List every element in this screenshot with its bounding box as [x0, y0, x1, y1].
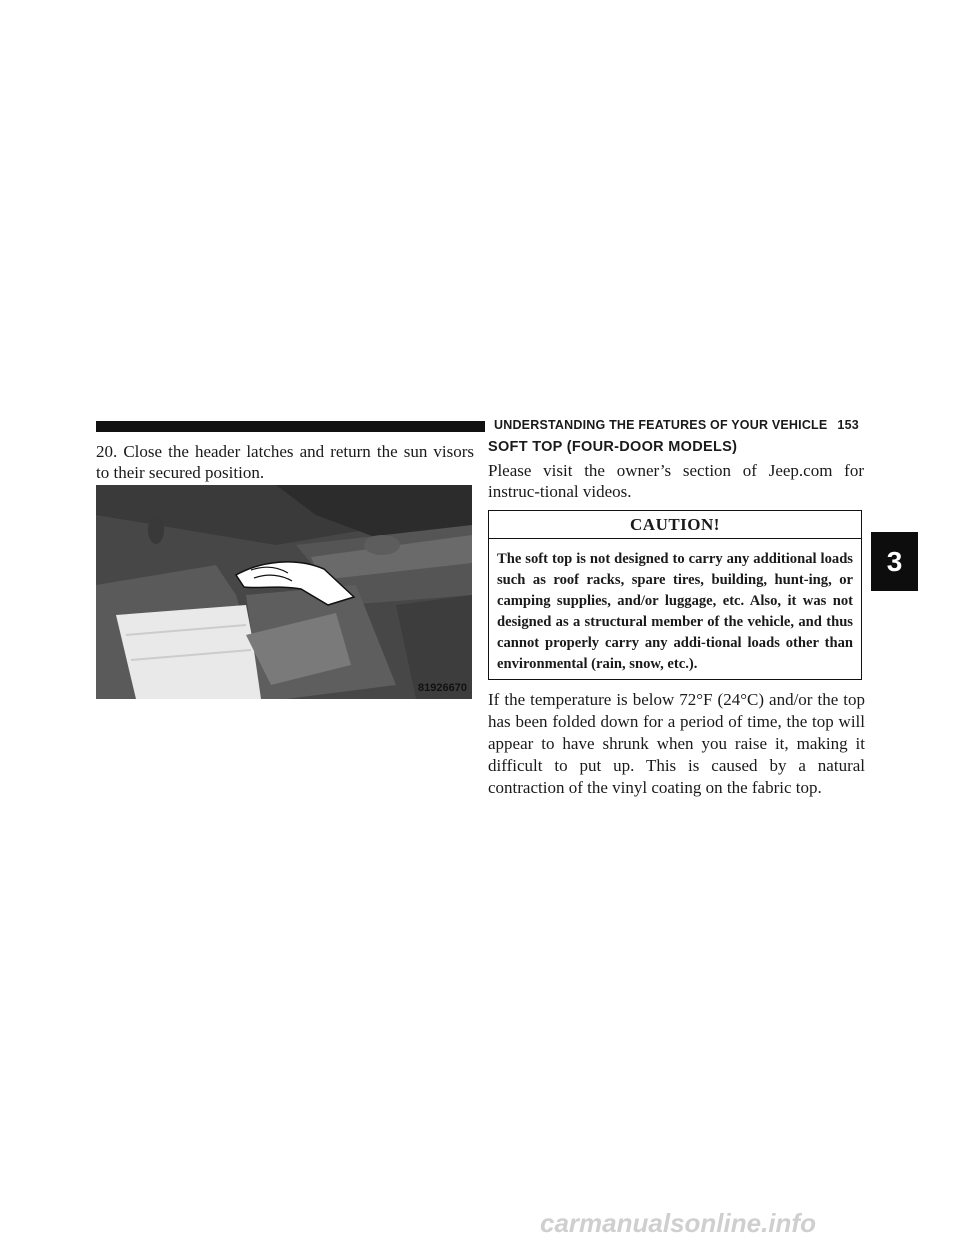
header-section-title: UNDERSTANDING THE FEATURES OF YOUR VEHICLE: [494, 418, 828, 432]
chapter-tab[interactable]: 3: [871, 532, 918, 591]
header-latch-illustration: [96, 485, 472, 699]
page-header: [494, 418, 866, 432]
caution-body: The soft top is not designed to carry any additional loads such as roof racks, spare tires, building, hunt-ing, or camping supplies, and/or luggage, etc. Also, it was not designed as a structural member of the vehicle, and thus cannot properly carry any addi-tional loads other than environmental (rain, snow, etc.).: [497, 551, 853, 672]
watermark: carmanualsonline.info: [540, 1208, 816, 1238]
page-number: 153: [837, 418, 859, 432]
caution-title: CAUTION!: [489, 511, 861, 539]
header-rule: [96, 421, 485, 432]
intro-paragraph: Please visit the owner’s section of Jeep.com for instruc-tional videos.: [488, 461, 864, 501]
section-title: SOFT TOP (FOUR-DOOR MODELS): [488, 439, 738, 455]
figure-id: 81926670: [418, 682, 467, 694]
sun-visor-figure: [96, 485, 472, 699]
caution-box: [488, 510, 862, 680]
temperature-paragraph: If the temperature is below 72°F (24°C) and/or the top has been folded down for a period of time, the top will appear to have shrunk when you raise it, making it difficult to put up. This is caused by a natural contraction of the vinyl coating on the fabric top.: [488, 690, 865, 797]
step-instruction: 20. Close the header latches and return the sun visors to their secured position.: [96, 442, 474, 482]
